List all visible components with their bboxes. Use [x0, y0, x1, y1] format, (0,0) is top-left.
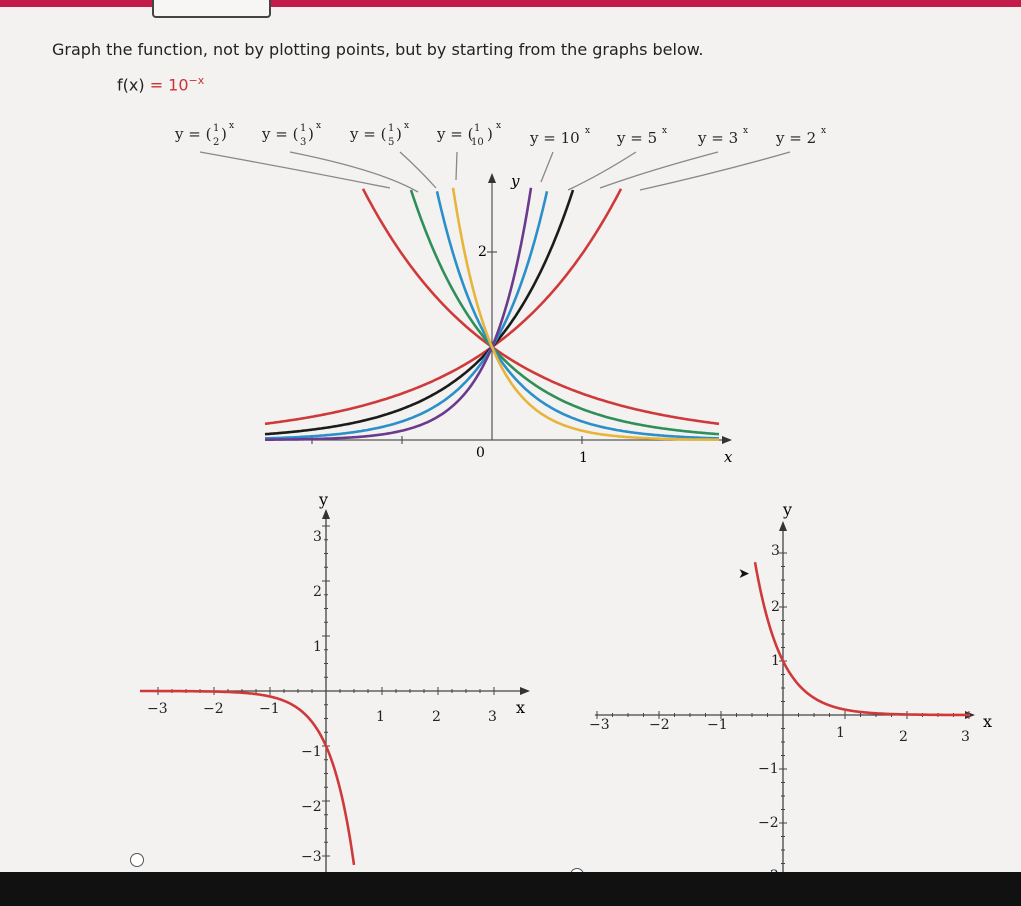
svg-text:x: x — [662, 126, 668, 136]
svg-text:3: 3 — [300, 137, 307, 148]
option-b-x-label: x — [983, 712, 993, 731]
option-b-yt-2: 2 — [771, 599, 780, 615]
option-b-xt-m1: −1 — [707, 717, 728, 733]
reference-labels — [174, 121, 826, 148]
option-b-curve — [755, 562, 970, 715]
label-half-num: 1 — [213, 123, 220, 134]
label-half — [174, 121, 234, 148]
option-b-xt-m2: −2 — [649, 717, 670, 733]
svg-text:x: x — [585, 126, 591, 136]
function-base: = 10 — [149, 75, 189, 95]
svg-text:y = 3: y = 3 — [698, 129, 739, 147]
option-a-y-label: y — [319, 490, 329, 509]
svg-text:y = (: y = ( — [350, 125, 387, 143]
svg-text:y = 10: y = 10 — [530, 129, 580, 147]
label-base2 — [775, 126, 826, 147]
option-b-yt-1: 1 — [771, 653, 780, 669]
graph-option-b[interactable] — [585, 495, 1005, 885]
option-b-xt-3: 3 — [961, 729, 970, 745]
option-b-yt-m1: −1 — [758, 761, 779, 777]
svg-text:): ) — [221, 125, 227, 143]
svg-text:x: x — [743, 126, 749, 136]
label-base3 — [697, 126, 748, 147]
option-b-xt-m3: −3 — [589, 717, 610, 733]
function-definition — [117, 74, 204, 94]
ref-y-label: y — [511, 172, 520, 190]
option-a-curve — [140, 691, 354, 865]
mouse-cursor-icon: ➤ — [738, 566, 750, 582]
label-base10 — [529, 126, 590, 147]
svg-text:y = 5: y = 5 — [617, 129, 658, 147]
curve-base3 — [265, 190, 573, 434]
option-a-xt-2: 2 — [432, 709, 441, 725]
svg-text:x: x — [821, 126, 827, 136]
svg-text:y = (: y = ( — [437, 125, 474, 143]
label-tenth — [436, 121, 501, 148]
option-a-yt-2: 2 — [313, 584, 322, 600]
ref-tick-2: 2 — [478, 244, 487, 260]
curve-tenth — [453, 188, 719, 440]
option-a-xt-m3: −3 — [147, 701, 168, 717]
option-a-x-label: x — [516, 698, 526, 717]
option-a-radio[interactable] — [130, 853, 144, 867]
function-exponent: −x — [188, 74, 205, 87]
svg-text:): ) — [308, 125, 314, 143]
reference-graph — [0, 110, 1021, 480]
svg-text:x: x — [316, 121, 322, 131]
label-fifth — [349, 121, 409, 148]
curve-base10 — [265, 188, 531, 440]
option-a-yt-m1: −1 — [301, 744, 322, 760]
function-name: f(x) — [117, 75, 145, 95]
svg-text:10: 10 — [471, 137, 484, 148]
svg-text:x: x — [496, 121, 502, 131]
label-third — [261, 121, 321, 148]
ref-tick-1: 1 — [579, 450, 588, 466]
option-a-yt-1: 1 — [313, 639, 322, 655]
graph-option-a[interactable] — [130, 485, 550, 875]
option-a-tick-labels — [147, 529, 497, 865]
svg-text:1: 1 — [300, 123, 307, 134]
question-prompt: Graph the function, not by plotting points, but by starting from the graphs below. — [52, 40, 704, 59]
option-a-yt-m3: −3 — [301, 849, 322, 865]
label-half-den: 2 — [213, 137, 220, 148]
svg-text:5: 5 — [388, 137, 395, 148]
label-half-sup: x — [229, 121, 235, 131]
ref-tick-0: 0 — [476, 445, 485, 461]
option-b-yt-m2: −2 — [758, 815, 779, 831]
option-a-xt-m2: −2 — [203, 701, 224, 717]
option-a-xt-m1: −1 — [259, 701, 280, 717]
label-base5 — [616, 126, 667, 147]
svg-text:x: x — [404, 121, 410, 131]
svg-text:1: 1 — [474, 123, 481, 134]
option-b-y-label: y — [783, 500, 793, 519]
svg-text:): ) — [487, 125, 493, 143]
option-a-yt-3: 3 — [313, 529, 322, 545]
option-b-xt-2: 2 — [899, 729, 908, 745]
option-b-yt-3: 3 — [771, 543, 780, 559]
option-b-xt-1: 1 — [836, 725, 845, 741]
bottom-bar — [0, 872, 1021, 906]
svg-text:y = (: y = ( — [262, 125, 299, 143]
ref-x-label: x — [724, 448, 733, 466]
label-half-text: y = ( — [175, 125, 212, 143]
label-arrows — [200, 152, 790, 192]
svg-text:1: 1 — [388, 123, 395, 134]
tab-handle[interactable] — [152, 0, 271, 18]
option-a-yt-m2: −2 — [301, 799, 322, 815]
curve-third — [411, 190, 719, 434]
option-a-xt-3: 3 — [488, 709, 497, 725]
svg-text:): ) — [396, 125, 402, 143]
option-a-xt-1: 1 — [376, 709, 385, 725]
svg-text:y = 2: y = 2 — [776, 129, 817, 147]
